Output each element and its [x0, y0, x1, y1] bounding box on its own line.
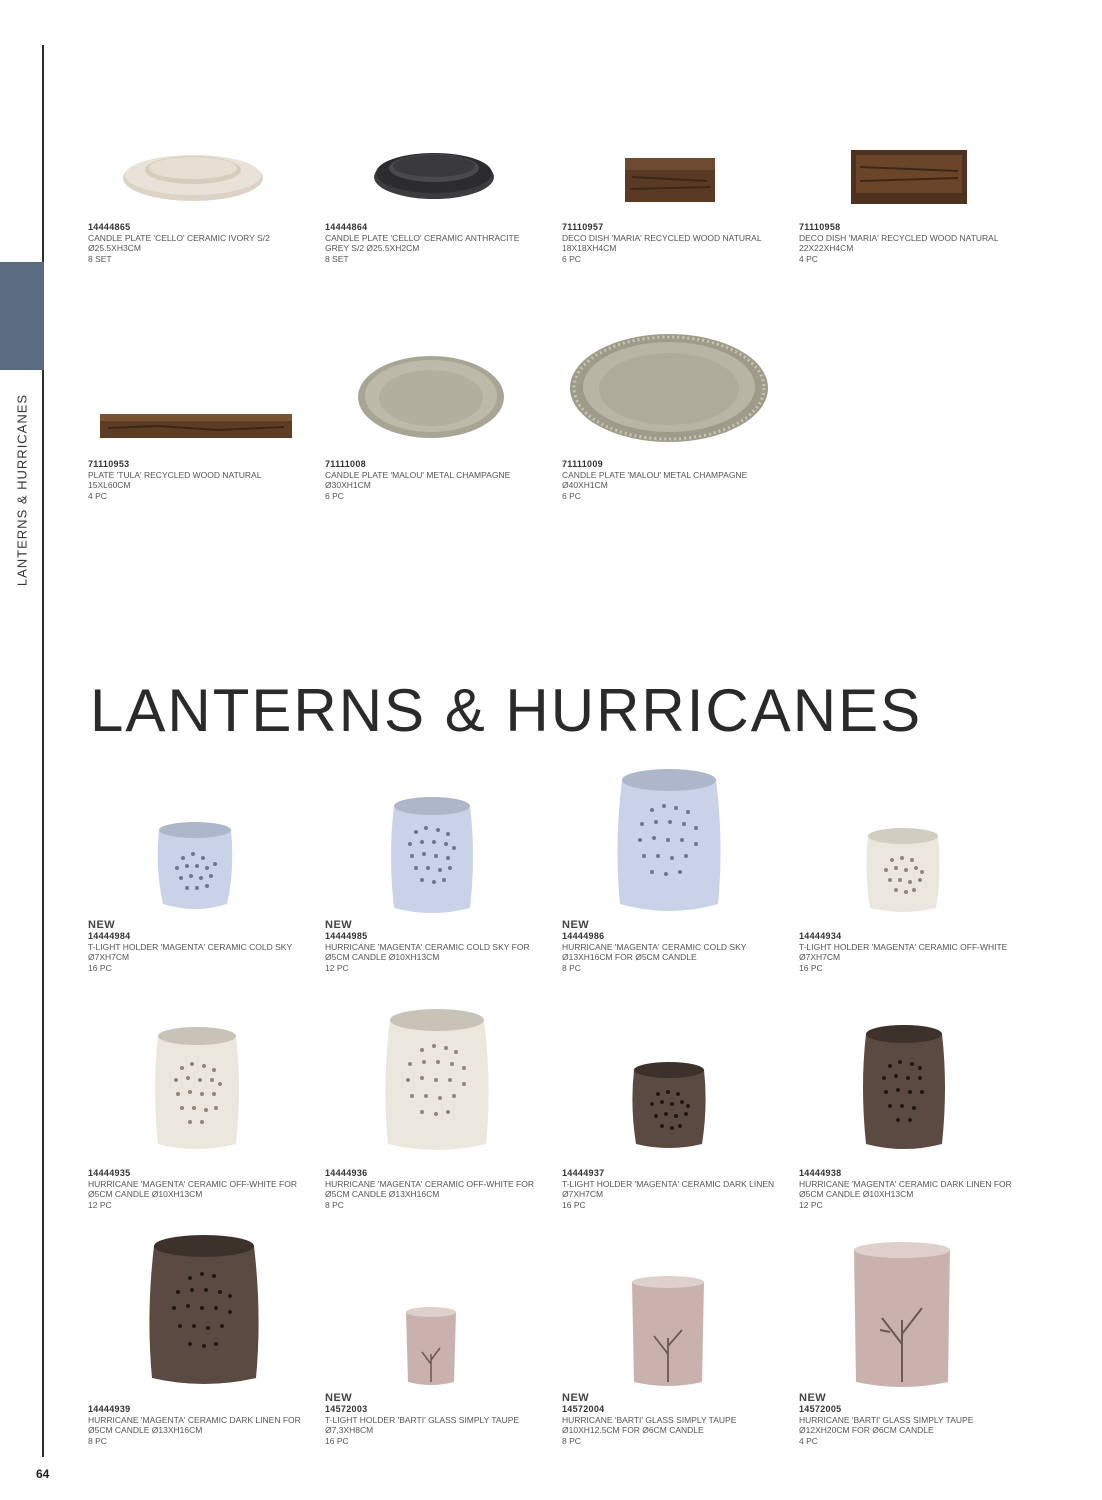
page-number: 64: [36, 1467, 50, 1481]
product-image-magenta-coldsky-13: [612, 764, 726, 918]
product-caption: [562, 1168, 777, 1210]
product-caption: [799, 222, 1014, 264]
product-caption: [799, 931, 1014, 973]
product-quantity: 8 PC: [325, 1199, 344, 1210]
product-description: CANDLE PLATE 'MALOU' METAL CHAMPAGNE Ø40XH1CM: [562, 469, 748, 490]
product-description: T-LIGHT HOLDER 'MAGENTA' CERAMIC DARK LINEN Ø7XH7CM: [562, 1178, 775, 1199]
product-caption: [562, 459, 777, 501]
product-code: 71111008: [325, 459, 366, 469]
product-image-maria-large: [848, 147, 970, 207]
new-badge: NEW: [562, 1392, 590, 1404]
product-code: 14444865: [88, 222, 131, 232]
product-image-magenta-offwhite-13: [380, 1004, 494, 1156]
product-image-magenta-coldsky-tlight: [153, 818, 237, 914]
product-code: 71110958: [799, 222, 841, 232]
product-quantity: 4 PC: [88, 490, 107, 501]
product-code: 14572004: [562, 1404, 605, 1414]
product-quantity: 4 PC: [799, 1435, 818, 1446]
product-image-magenta-offwhite-10: [150, 1022, 244, 1154]
product-quantity: 16 PC: [88, 962, 112, 973]
product-code: 14444935: [88, 1168, 131, 1178]
product-code: 14572003: [325, 1404, 368, 1414]
product-quantity: 8 SET: [88, 253, 112, 264]
product-caption: [325, 459, 540, 501]
product-code: 14572005: [799, 1404, 842, 1414]
product-description: HURRICANE 'MAGENTA' CERAMIC OFF-WHITE FOR Ø5CM CANDLE Ø10XH13CM: [88, 1178, 297, 1199]
product-caption: [88, 919, 303, 973]
product-description: DECO DISH 'MARIA' RECYCLED WOOD NATURAL 22X22XH4CM: [799, 232, 999, 253]
product-description: HURRICANE 'MAGENTA' CERAMIC OFF-WHITE FOR Ø5CM CANDLE Ø13XH16CM: [325, 1178, 534, 1199]
product-code: 14444984: [88, 931, 131, 941]
product-caption: [562, 1392, 777, 1446]
product-quantity: 12 PC: [799, 1199, 823, 1210]
product-image-barti-12: [850, 1240, 954, 1392]
product-description: HURRICANE 'BARTI' GLASS SIMPLY TAUPE Ø12XH20CM FOR Ø6CM CANDLE: [799, 1414, 974, 1435]
product-description: T-LIGHT HOLDER 'MAGENTA' CERAMIC COLD SKY Ø7XH7CM: [88, 941, 292, 962]
new-badge: NEW: [325, 1392, 353, 1404]
product-caption: [325, 1168, 540, 1210]
product-quantity: 16 PC: [562, 1199, 586, 1210]
product-description: CANDLE PLATE 'CELLO' CERAMIC ANTHRACITE GREY S/2 Ø25.5XH2CM: [325, 232, 520, 253]
product-quantity: 4 PC: [799, 253, 818, 264]
product-image-malou-40: [568, 332, 770, 444]
product-code: 14444864: [325, 222, 368, 232]
product-caption: [325, 919, 540, 973]
product-image-cello-anthracite: [370, 145, 498, 203]
product-image-malou-30: [356, 354, 506, 440]
section-title: LANTERNS & HURRICANES: [90, 677, 923, 744]
product-caption: [325, 1392, 540, 1446]
product-caption: [799, 1168, 1014, 1210]
product-caption: [88, 222, 303, 264]
product-caption: [88, 1168, 303, 1210]
product-description: HURRICANE 'MAGENTA' CERAMIC DARK LINEN FOR Ø5CM CANDLE Ø13XH16CM: [88, 1414, 301, 1435]
product-code: 14444986: [562, 931, 605, 941]
product-quantity: 8 PC: [562, 962, 581, 973]
product-quantity: 8 PC: [562, 1435, 581, 1446]
product-code: 14444936: [325, 1168, 368, 1178]
new-badge: NEW: [325, 919, 353, 931]
product-image-magenta-coldsky-10: [386, 792, 478, 918]
product-image-maria-small: [622, 155, 718, 205]
product-quantity: 6 PC: [562, 490, 581, 501]
product-quantity: 12 PC: [325, 962, 349, 973]
product-description: T-LIGHT HOLDER 'MAGENTA' CERAMIC OFF-WHITE Ø7XH7CM: [799, 941, 1008, 962]
product-description: CANDLE PLATE 'CELLO' CERAMIC IVORY S/2 Ø25.5XH3CM: [88, 232, 270, 253]
new-badge: NEW: [88, 919, 116, 931]
product-code: 71110957: [562, 222, 604, 232]
product-quantity: 6 PC: [325, 490, 344, 501]
new-badge: NEW: [799, 1392, 827, 1404]
product-code: 14444938: [799, 1168, 842, 1178]
product-caption: [325, 222, 540, 264]
product-image-barti-tlight: [402, 1306, 460, 1388]
product-image-magenta-darklinen-13: [144, 1230, 264, 1390]
product-description: CANDLE PLATE 'MALOU' METAL CHAMPAGNE Ø30XH1CM: [325, 469, 511, 490]
section-tab-marker: [0, 262, 44, 370]
product-code: 71111009: [562, 459, 603, 469]
page-margin-rule: [42, 45, 44, 1457]
product-image-barti-10: [628, 1274, 708, 1390]
product-image-magenta-offwhite-tlight: [862, 824, 944, 916]
product-code: 14444939: [88, 1404, 131, 1414]
product-quantity: 8 PC: [88, 1435, 107, 1446]
product-description: HURRICANE 'MAGENTA' CERAMIC COLD SKY Ø13XH16CM FOR Ø5CM CANDLE: [562, 941, 747, 962]
product-image-tula-plate: [98, 408, 294, 442]
product-caption: [88, 1404, 303, 1446]
product-image-cello-ivory: [118, 148, 268, 204]
product-code: 14444937: [562, 1168, 605, 1178]
product-description: HURRICANE 'MAGENTA' CERAMIC DARK LINEN FOR Ø5CM CANDLE Ø10XH13CM: [799, 1178, 1012, 1199]
product-quantity: 12 PC: [88, 1199, 112, 1210]
product-quantity: 6 PC: [562, 253, 581, 264]
product-image-magenta-darklinen-10: [858, 1020, 950, 1154]
product-description: PLATE 'TULA' RECYCLED WOOD NATURAL 15XL60CM: [88, 469, 262, 490]
product-code: 71110953: [88, 459, 130, 469]
product-caption: [799, 1392, 1014, 1446]
product-caption: [562, 919, 777, 973]
product-description: T-LIGHT HOLDER 'BARTI' GLASS SIMPLY TAUPE Ø7,3XH8CM: [325, 1414, 520, 1435]
product-quantity: 16 PC: [325, 1435, 349, 1446]
product-description: HURRICANE 'MAGENTA' CERAMIC COLD SKY FOR Ø5CM CANDLE Ø10XH13CM: [325, 941, 530, 962]
product-quantity: 8 SET: [325, 253, 349, 264]
product-code: 14444934: [799, 931, 842, 941]
product-quantity: 16 PC: [799, 962, 823, 973]
product-description: HURRICANE 'BARTI' GLASS SIMPLY TAUPE Ø10XH12.5CM FOR Ø6CM CANDLE: [562, 1414, 737, 1435]
product-image-magenta-darklinen-tlight: [628, 1058, 710, 1152]
product-caption: [88, 459, 303, 501]
new-badge: NEW: [562, 919, 590, 931]
product-caption: [562, 222, 777, 264]
section-side-label: LANTERNS & HURRICANES: [14, 393, 30, 587]
product-description: DECO DISH 'MARIA' RECYCLED WOOD NATURAL 18X18XH4CM: [562, 232, 762, 253]
product-code: 14444985: [325, 931, 368, 941]
